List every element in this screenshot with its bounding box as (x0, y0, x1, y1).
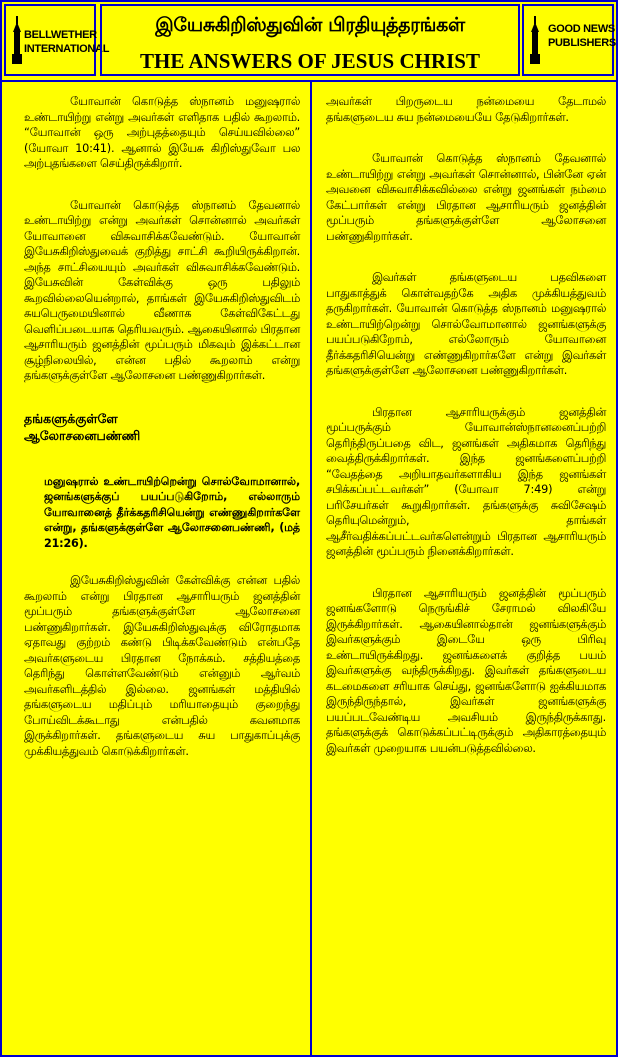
header (2, 2, 616, 82)
left-paragraph-1: யோவான் கொடுத்த ஸ்நானம் மனுஷரால் உண்டாயிற்று என்று அவர்கள் எளிதாக பதில் கூறலாம். “யோவான் ஒரு அற்புதத்தையும் செய்யவில்லை” (யோவா 10:41). ஆனால் இயேசு கிறிஸ்துவோ பல அற்புதங்களை செய்திருக்கிறார். (24, 95, 300, 170)
right-paragraph-5: பிரதான ஆசாரியரும் ஜனத்தின் மூப்பரும் ஜனங்களோடு நெருங்கிச் சேராமல் விலகியே இருக்கிறார்கள். ஆகையினால்தான் ஜனங்களுக்கும் இவர்களுக்கும் இடையே ஒரு பிரிவு உண்டாயிருக்கிறது. ஜனங்களைக் குறித்த பயம் இவர்களுக்கு வந்திருக்கிறது. இவர்கள் தங்களுடைய கடமைகளை சரியாக செய்து, ஜனங்களோடு ஐக்கியமாக இருந்திருந்தால், இவர்கள் ஜனங்களுக்கு பயப்படவேண்டிய அவசியம் இருந்திருக்காது. தங்களுக்குக் கொடுக்கப்பட்டிருக்கும் அதிகாரத்தையும் இவர்கள் முறையாக பயன்படுத்தவில்லை. (326, 586, 606, 755)
logo-left-line2: INTERNATIONAL (24, 43, 110, 55)
right-column (312, 82, 616, 1055)
tower-icon (10, 16, 24, 64)
good-news-logo (522, 4, 614, 76)
right-paragraph-2: யோவான் கொடுத்த ஸ்நானம் தேவனால் உண்டாயிற்று என்று அவர்கள் சொன்னால், பின்னே ஏன் அவனை விசுவாசிக்கவில்லை என்று ஜனங்கள் நம்மை கேட்பார்கள் என்று பிரதான ஆசாரியரும் ஜனத்தின் மூப்பரும் தங்களுக்குள்ளே ஆலோசனை பண்ணுகிறார்கள். (326, 152, 606, 243)
right-paragraph-3: இவர்கள் தங்களுடைய பதவிகளை பாதுகாத்துக் கொள்வதற்கே அதிக முக்கியத்துவம் தருகிறார்கள். யோவான் கொடுத்த ஸ்நானம் மனுஷரால் உண்டாயிற்றென்று சொல்வோமானால் ஜனங்களுக்கு பயப்படுகிறோம், எல்லோரும் யோவானை தீர்க்கதரிசியென்று எண்ணுகிறார்களே என்று இவர்கள் தங்களுக்குள்ளே ஆலோசனை பண்ணுகிறார்கள். (326, 271, 606, 377)
bellwether-logo (4, 4, 110, 76)
good-news-logo-text (548, 22, 616, 50)
logo-right-line1: GOOD NEWS (548, 23, 615, 35)
right-paragraph-4: பிரதான ஆசாரியருக்கும் ஜனத்தின் மூப்பருக்கும் யோவான்ஸ்நானனைப்பற்றி தெரிந்திருப்பதை விட, ஜனங்கள் அதிகமாக தெரிந்து வைத்திருக்கிறார்கள். இந்த ஜனங்களைப்பற்றி “வேதத்தை அறியாதவர்களாகிய இந்த ஜனங்கள் சபிக்கப்பட்டவர்கள்” (யோவா 7:49) என்று பரிசேயர்கள் கூறுகிறார்கள். தங்களுக்கு சுவிசேஷம் தெரியுமென்றும், தாங்கள் ஆசீர்வதிக்கப்பட்டவர்களென்றும் பிரதான ஆசாரியரும் ஜனத்தின் மூப்பரும் நினைக்கிறார்கள். (326, 405, 606, 558)
tower-icon (528, 16, 542, 64)
left-paragraph-2: யோவான் கொடுத்த ஸ்நானம் தேவனால் உண்டாயிற்று என்று அவர்கள் சொன்னால் அவர்கள் யோவானை விசுவாசிக்கவேண்டும். யோவான் இயேசுகிறிஸ்துவைக் குறித்து சாட்சி கூறியிருக்கிறான். அந்த சாட்சியையும் அவர்கள் விசுவாசிக்கவேண்டும். இயேசுவின் கேள்விக்கு ஒரு பதிலும் கூறவில்லையென்றால், தாங்கள் இயேசுகிறிஸ்துவிடம் சுயபெருமையினால் வீணாக கேள்விகேட்டது வெளிப்படையாக தெரியவரும். ஆகையினால் பிரதான ஆசாரியரும் ஜனத்தின் மூப்பரும் மிகவும் இக்கட்டான சூழ்நிலையில், என்ன பதில் கூறலாம் என்று தங்களுக்குள்ளே ஆலோசனை பண்ணுகிறார்கள். (24, 198, 300, 382)
subheading-line2: ஆலோசனைபண்ணி (24, 427, 141, 443)
title-tamil: இயேசுகிறிஸ்துவின் பிரதியுத்தரங்கள் (155, 14, 465, 36)
logo-right-line2: PUBLISHERS (548, 37, 616, 49)
logo-left-line1: BELLWETHER (24, 29, 97, 41)
left-column (2, 82, 312, 1055)
subheading-line1: தங்களுக்குள்ளே (24, 410, 118, 426)
bellwether-logo-text (24, 28, 109, 56)
scripture-quote: மனுஷரால் உண்டாயிற்றென்று சொல்வோமானால், ஜனங்களுக்குப் பயப்படுகிறோம், எல்லாரும் யோவானைத் தீர்க்கதரிசியென்று எண்ணுகிறார்களே என்று, தங்களுக்குள்ளே ஆலோசனைபண்ணி, (மத் 21:26). (44, 474, 300, 550)
right-paragraph-1: அவர்கள் பிறருடைய நன்மையை தேடாமல் தங்களுடைய சுய நன்மையையே தேடுகிறார்கள். (326, 95, 606, 124)
subheading (24, 410, 300, 444)
title-box (100, 4, 520, 76)
left-paragraph-3: இயேசுகிறிஸ்துவின் கேள்விக்கு என்ன பதில் கூறலாம் என்று பிரதான ஆசாரியரும் ஜனத்தின் மூப்பரும் தங்களுக்குள்ளே ஆலோசனை பண்ணுகிறார்கள். இயேசுகிறிஸ்துவுக்கு விரோதமாக ஏதாவது குற்றம் கண்டு பிடிக்கவேண்டும் என்பதே அவர்களுடைய பிரதான நோக்கம். சத்தியத்தை தெரிந்து கொள்ளவேண்டும் என்னும் ஆர்வம் அவர்களிடத்தில் இல்லை. ஜனங்கள் மத்தியில் தங்களுடைய மதிப்பும் மரியாதையும் குறைந்து போய்விடக்கூடாது என்பதில் கவனமாக இருக்கிறார்கள். தங்களுடைய சுய பாதுகாப்புக்கு முக்கியத்துவம் கொடுக்கிறார்கள். (24, 574, 300, 758)
title-english: THE ANSWERS OF JESUS CHRIST (140, 49, 480, 73)
